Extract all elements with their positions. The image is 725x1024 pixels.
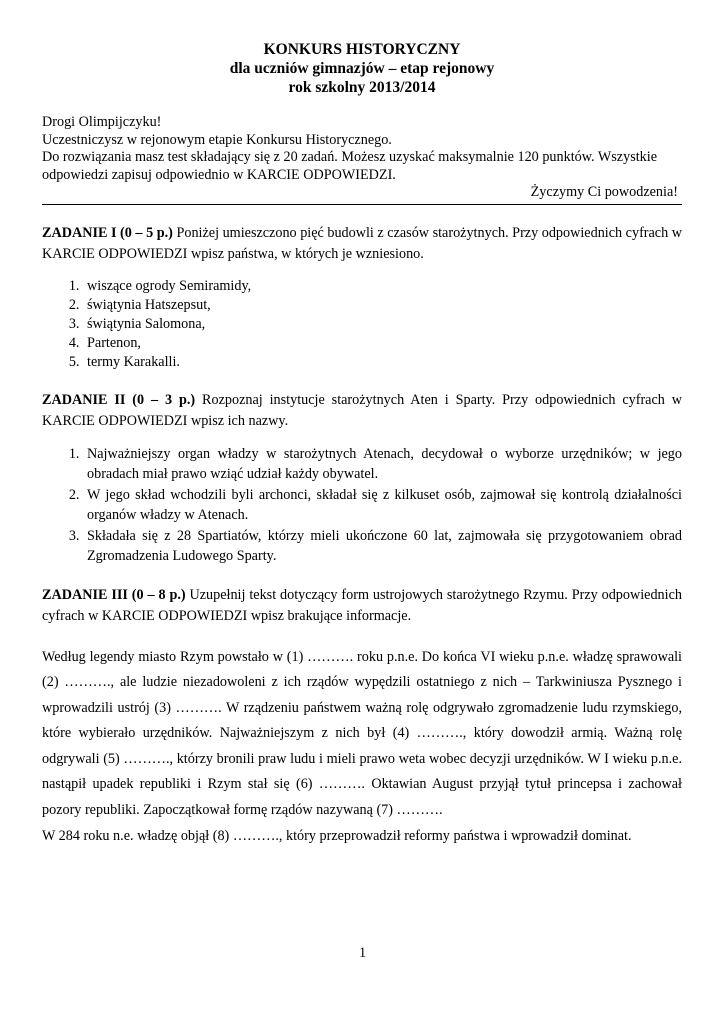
task-3-text: Uzupełnij tekst dotyczący form ustrojowych starożytnego Rzymu. Przy odpowiednich cyfrach w KARCIE ODPOWIEDZI wpisz brakujące informacje. [42,586,682,624]
task-3 [42,585,682,627]
greeting: Drogi Olimpijczyku! [42,114,162,130]
task-1-heading: ZADANIE I (0 – 5 p.) [42,224,173,241]
list-item: 3. świątynia Salomona, [83,315,682,334]
task-3-cloze-text [42,645,682,850]
cloze-paragraph: Według legendy miasto Rzym powstało w (1) ………. roku p.n.e. Do końca VI wieku p.n.e. władzę sprawowali (2) ………., ale ludzie niezadowoleni z ich rządów wypędzili ostatniego z nich – Tarkwiniusza Pysznego i wprowadzili ustrój (3) ………. W rządzeniu państwem ważną rolę odgrywało zgromadzenie ludu rzymskiego, które wybierało urzędników. Najważniejszym z nich był (4) ………., który dowodził armią. Ważną rolę odgrywali (5) ………., którzy bronili praw ludu i mieli prawo weta wobec decyzji urzędników. W I wieku p.n.e. nastąpił upadek republiki i Rzym stał się (6) ………. Oktawian August przyjął tytuł princepsa i zachował pozory republiki. Zapoczątkował formę rządów nazywaną (7) ………. [42,648,682,819]
list-item: 1. wiszące ogrody Semiramidy, [83,277,682,296]
good-luck-wish: Życzymy Ci powodzenia! [530,184,678,200]
task-1-list [42,277,682,372]
page-number: 1 [358,945,367,961]
page-title: KONKURS HISTORYCZNY [263,41,461,58]
task-1-text: Poniżej umieszczono pięć budowli z czasów starożytnych. Przy odpowiednich cyfrach w KARCIE ODPOWIEDZI wpisz państwa, w których je wzniesiono. [42,224,683,262]
list-item: 4. Partenon, [83,334,682,353]
list-item: 3. Składała się z 28 Spartiatów, którzy mieli ukończone 60 lat, zajmowała się przygotowaniem obrad Zgromadzenia Ludowego Sparty. [83,526,682,567]
page-subtitle: dla uczniów gimnazjów – etap rejonowy [229,60,495,77]
intro-line-1: Uczestniczysz w rejonowym etapie Konkursu Historycznego. [42,131,392,148]
list-item: 1. Najważniejszy organ władzy w starożytnych Atenach, decydował o wyborze urzędników; w jego obradach miał prawo wziąć udział każdy obywatel. [83,444,682,485]
school-year: rok szkolny 2013/2014 [288,79,436,96]
task-2-heading: ZADANIE II (0 – 3 p.) [42,391,196,408]
document-page [42,40,682,849]
intro-line-2: Do rozwiązania masz test składający się z 20 zadań. Możesz uzyskać maksymalnie 120 punktów. Wszystkie odpowiedzi zapisuj odpowiednio w KARCIE ODPOWIEDZI. [42,149,657,183]
list-item: 2. świątynia Hatszepsut, [83,296,682,315]
list-item: 2. W jego skład wchodzili byli archonci, składał się z kilkuset osób, zajmował się kontrolą działalności organów władzy w Atenach. [83,485,682,526]
cloze-last-line: W 284 roku n.e. władzę objął (8) ………., który przeprowadził reformy państwa i wprowadził dominat. [42,827,632,844]
task-2 [42,390,682,432]
task-3-heading: ZADANIE III (0 – 8 p.) [42,586,186,603]
list-item: 5. termy Karakalli. [83,353,682,372]
task-2-list [42,444,682,567]
task-1 [42,223,682,265]
intro-section [42,114,682,205]
document-header [42,40,682,97]
task-2-text: Rozpoznaj instytucje starożytnych Aten i Sparty. Przy odpowiednich cyfrach w KARCIE ODPOWIEDZI wpisz ich nazwy. [42,391,683,429]
divider-line [42,204,682,205]
